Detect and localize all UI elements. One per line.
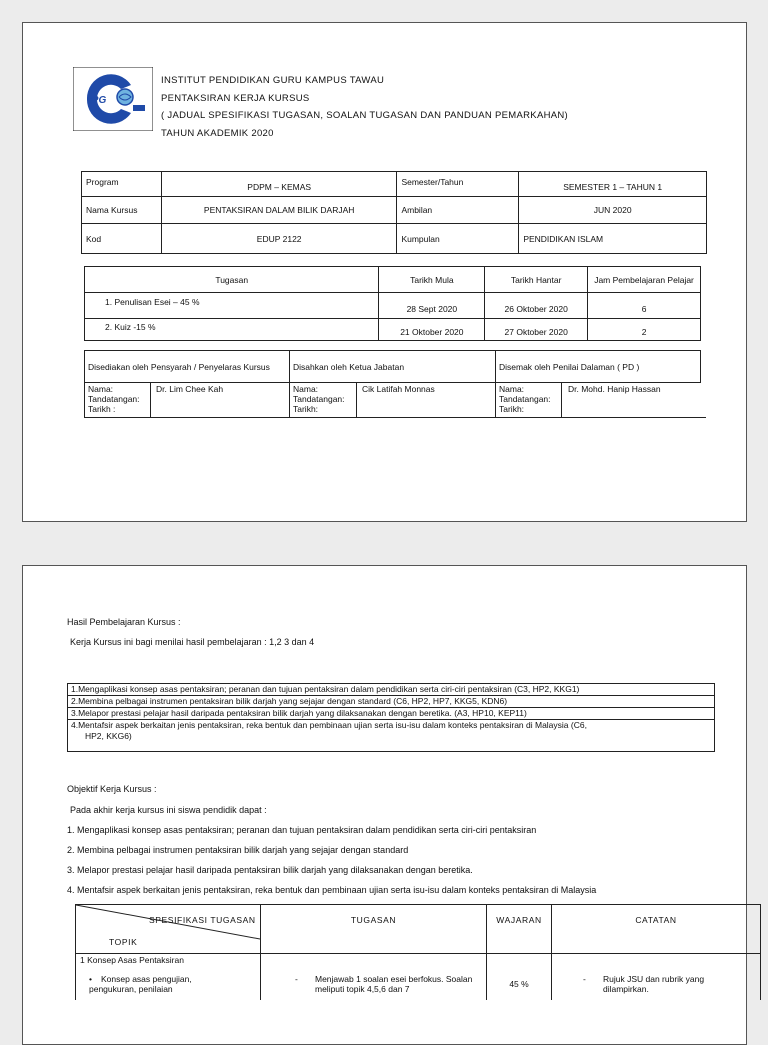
- task-name: 2. Kuiz -15 %: [85, 319, 379, 341]
- column-header: Jam Pembelajaran Pelajar: [588, 267, 701, 293]
- diagonal-divider: [75, 904, 261, 954]
- signature-label: Tandatangan:: [293, 394, 345, 404]
- specification-table: [75, 904, 762, 1000]
- info-label: Kod: [82, 224, 162, 254]
- info-label: Nama Kursus: [82, 197, 162, 224]
- sign-labels-2: [293, 384, 345, 414]
- column-header: CATATAN: [635, 915, 677, 925]
- objectives-intro: Pada akhir kerja kursus ini siswa pendidik dapat :: [70, 805, 267, 815]
- page-1: [22, 22, 747, 522]
- lecturer-name: Dr. Lim Chee Kah: [156, 384, 224, 394]
- name-label: Nama:: [293, 384, 319, 394]
- assessment-subtitle: ( JADUAL SPESIFIKASI TUGASAN, SOALAN TUGASAN DAN PANDUAN PEMARKAHAN): [161, 110, 568, 121]
- table-row: [82, 197, 707, 224]
- info-value: PENTAKSIRAN DALAM BILIK DARJAH: [161, 197, 397, 224]
- signature-label: Tandatangan:: [88, 394, 140, 404]
- signature-table: [84, 350, 701, 418]
- column-header: Tarikh Hantar: [485, 267, 588, 293]
- info-label: Ambilan: [397, 197, 519, 224]
- topic-title: 1 Konsep Asas Pentaksiran: [80, 955, 184, 965]
- notes: - Rujuk JSU dan rubrik yang dilampirkan.: [583, 974, 705, 994]
- date-label: Tarikh :: [88, 404, 116, 414]
- list-item: 3.Melapor prestasi pelajar hasil daripada pentaksiran bilik darjah yang dilaksanakan dengan beretika. (A3, HP10, KEP11): [68, 708, 714, 720]
- task-description: - Menjawab 1 soalan esei berfokus. Soalan meliputi topik 4,5,6 dan 7: [295, 974, 473, 994]
- info-value: EDUP 2122: [161, 224, 397, 254]
- date-label: Tarikh:: [293, 404, 319, 414]
- corner-header-top: SPESIFIKASI TUGASAN: [149, 915, 256, 925]
- list-item: 4.Mentafsir aspek berkaitan jenis pentaksiran, reka bentuk dan pembinaan ujian serta isu-isu dalam konteks pentaksiran di Malaysia (C6, HP2, KKG6): [71, 720, 587, 741]
- start-date: 28 Sept 2020: [379, 293, 485, 319]
- task-name: 1. Penulisan Esei – 45 %: [85, 293, 379, 319]
- column-header: TUGASAN: [350, 915, 397, 925]
- info-label: Program: [82, 172, 162, 197]
- date-label: Tarikh:: [499, 404, 525, 414]
- objective-item: 4. Mentafsir aspek berkaitan jenis pentaksiran, reka bentuk dan pembinaan ujian serta isu-isu dalam konteks pentaksiran di Malaysia: [67, 885, 597, 895]
- task-table: [84, 266, 701, 341]
- info-value: SEMESTER 1 – TAHUN 1: [519, 172, 707, 197]
- sign-labels-3: [499, 384, 551, 414]
- table-row: [85, 319, 701, 341]
- institute-name: INSTITUT PENDIDIKAN GURU KAMPUS TAWAU: [161, 75, 385, 86]
- bullet-icon: •: [89, 974, 92, 984]
- course-info-table: [81, 171, 707, 254]
- column-header: Tugasan: [85, 267, 379, 293]
- objective-item: 3. Melapor prestasi pelajar hasil daripada pentaksiran bilik darjah yang dilaksanakan dengan beretika.: [67, 865, 473, 875]
- prepared-by-header: Disediakan oleh Pensyarah / Penyelaras Kursus: [88, 362, 270, 372]
- objectives-title: Objektif Kerja Kursus :: [67, 784, 157, 794]
- table-row: [85, 293, 701, 319]
- due-date: 26 Oktober 2020: [485, 293, 588, 319]
- dash-icon: -: [583, 974, 586, 984]
- info-label: Kumpulan: [397, 224, 519, 254]
- objective-item: 2. Membina pelbagai instrumen pentaksiran bilik darjah yang sejajar dengan standard: [67, 845, 409, 855]
- head-of-department-name: Cik Latifah Monnas: [362, 384, 435, 394]
- table-row: [82, 172, 707, 197]
- ipg-logo: [73, 67, 153, 131]
- objective-item: 1. Mengaplikasi konsep asas pentaksiran; peranan dan tujuan pentaksiran dalam pendidikan serta ciri-ciri pentaksiran: [67, 825, 537, 835]
- page-2: [22, 565, 747, 1045]
- column-header: Tarikh Mula: [379, 267, 485, 293]
- info-value: JUN 2020: [519, 197, 707, 224]
- study-hours: 2: [588, 319, 701, 341]
- info-value: PENDIDIKAN ISLAM: [519, 224, 707, 254]
- assessment-title: PENTAKSIRAN KERJA KURSUS: [161, 92, 310, 104]
- approved-by-header: Disahkan oleh Ketua Jabatan: [293, 362, 405, 372]
- dash-icon: -: [295, 974, 298, 984]
- start-date: 21 Oktober 2020: [379, 319, 485, 341]
- table-row: [85, 267, 701, 293]
- table-row: [82, 224, 707, 254]
- learning-outcomes-title: Hasil Pembelajaran Kursus :: [67, 617, 181, 627]
- column-header: WAJARAN: [496, 915, 542, 925]
- sign-labels-1: [88, 384, 140, 414]
- list-item: 2.Membina pelbagai instrumen pentaksiran bilik darjah yang sejajar dengan standard (C6, HP2, HP7, KKG5, KDN6): [68, 696, 714, 708]
- corner-header-bottom: TOPIK: [109, 937, 138, 947]
- name-label: Nama:: [499, 384, 525, 394]
- reviewed-by-header: Disemak oleh Penilai Dalaman ( PD ): [499, 362, 640, 372]
- internal-assessor-name: Dr. Mohd. Hanip Hassan: [568, 384, 661, 394]
- list-item: 1.Mengaplikasi konsep asas pentaksiran; peranan dan tujuan pentaksiran dalam pendidikan serta ciri-ciri pentaksiran (C3, HP2, KKG1): [68, 684, 714, 696]
- document-header: [161, 72, 568, 142]
- info-value: PDPM – KEMAS: [161, 172, 397, 197]
- topic-bullet: • Konsep asas pengujian, pengukuran, penilaian: [89, 974, 192, 994]
- weight-value: 45 %: [509, 979, 529, 989]
- study-hours: 6: [588, 293, 701, 319]
- info-label: Semester/Tahun: [397, 172, 519, 197]
- academic-year: TAHUN AKADEMIK 2020: [161, 127, 274, 139]
- learning-outcomes-intro: Kerja Kursus ini bagi menilai hasil pembelajaran : 1,2 3 dan 4: [70, 637, 315, 647]
- learning-outcomes-box: [67, 683, 715, 752]
- signature-label: Tandatangan:: [499, 394, 551, 404]
- svg-text:IPG: IPG: [89, 95, 107, 106]
- name-label: Nama:: [88, 384, 114, 394]
- due-date: 27 Oktober 2020: [485, 319, 588, 341]
